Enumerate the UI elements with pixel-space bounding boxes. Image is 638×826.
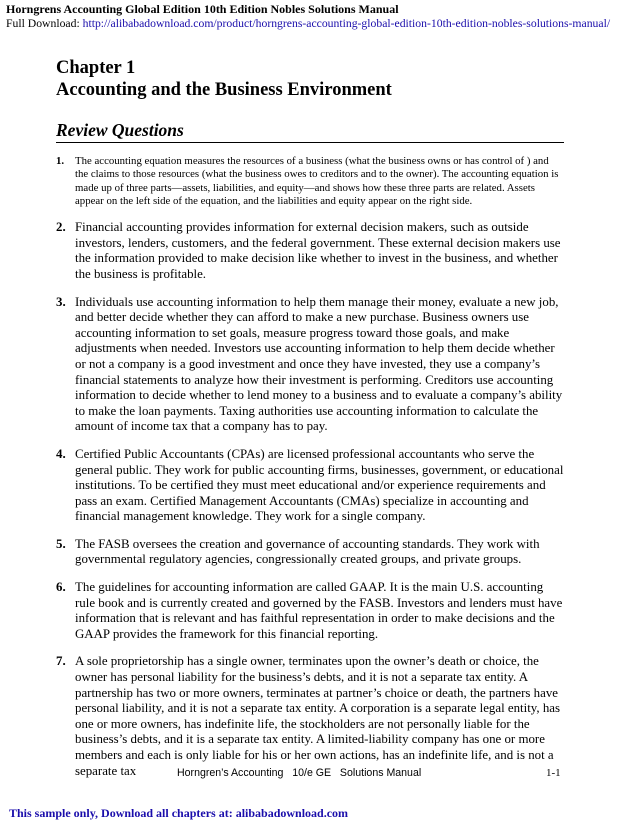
question-text: The FASB oversees the creation and governance of accounting standards. They work with governmental regulatory agencies, congressionally created groups, and private groups. [75, 536, 540, 567]
download-label: Full Download: [6, 17, 80, 30]
question-number: 2. [56, 220, 66, 235]
question-text: The guidelines for accounting information are called GAAP. It is the main U.S. accounting rule book and is currently created and governed by the FASB. Investors and lenders must have information that is relevant and has faithful representation in order to make decisions and the GAAP provides the framework for this financial reporting. [75, 580, 563, 641]
download-line [6, 17, 610, 31]
question-item [56, 295, 564, 435]
question-number: 3. [56, 294, 66, 309]
chapter-title: Accounting and the Business Environment [56, 80, 392, 100]
question-item [56, 654, 564, 779]
question-item [56, 447, 564, 525]
section-title: Review Questions [56, 120, 184, 140]
question-number: 1. [56, 155, 65, 167]
page-number: 1-1 [546, 767, 561, 779]
question-text: A sole proprietorship has a single owner, terminates upon the owner’s death or choice, the owner has personal liability for the business’s debts, and it is not a separate tax entity. A partnership has two or more owners, terminates at partner’s choice or death, the partners have personal liability, and it is not a separate tax entity. A corporation is a separate legal entity, has one or more owners, has indefinite life, the stockholders are not personally liable for the business’s debts, and it is a separate tax entity. A limited-liability company has one or more members and each is only liable for his or her own actions, has an indefinite life, and is not a separate tax [75, 654, 561, 778]
question-item [56, 537, 564, 568]
question-item [56, 580, 564, 642]
question-number: 4. [56, 446, 66, 461]
question-text: The accounting equation measures the resources of a business (what the business owns or has control of ) and the claims to those resources (what the business owes to creditors and to the owner). The accounting equation is made up of three parts—assets, liabilities, and equity—and shows how these three parts are related. Assets appear on the left side of the equation, and the liabilities and equity appear on the right side. [75, 155, 559, 207]
question-text: Individuals use accounting information to help them manage their money, evaluate a new job, and better decide whether they can afford to make a new purchase. Business owners use accounting information to set goals, measure progress toward those goals, and make adjustments when needed. Investors use accounting information to help them decide whether or not a company is a good investment and once they have invested, they use a company’s financial statements to analyze how their investment is performing. Creditors use accounting information to decide whether to lend money to a business and to evaluate a company’s ability to make the loan payments. Taxing authorities use accounting information to calculate the amount of income tax that a company has to pay. [75, 294, 563, 434]
question-text: Certified Public Accountants (CPAs) are licensed professional accountants who serve the general public. They work for public accounting firms, businesses, government, or educational institutions. To be certified they must meet educational and/or experience requirements and pass an exam. Certified Management Accountants (CMAs) specialize in accounting and financial management knowledge. They work for a single company. [75, 446, 564, 524]
question-text: Financial accounting provides information for external decision makers, such as outside investors, lenders, customers, and the federal government. These external decision makers use the information provided to make decision like whether to invest in the business, and whether the business is profitable. [75, 220, 561, 281]
question-number: 5. [56, 536, 66, 551]
question-item [56, 155, 564, 208]
review-questions-list [56, 155, 564, 791]
question-item [56, 220, 564, 282]
download-link[interactable]: http://alibabadownload.com/product/horngrens-accounting-global-edition-10th-edition-nobles-solutions-manual/ [82, 17, 611, 30]
document-header-title: Horngrens Accounting Global Edition 10th Edition Nobles Solutions Manual [6, 2, 399, 16]
question-number: 7. [56, 654, 66, 669]
section-heading-rule [56, 119, 564, 143]
chapter-label: Chapter 1 [56, 58, 136, 78]
sample-notice-link[interactable]: This sample only, Download all chapters at: alibabadownload.com [9, 806, 349, 820]
question-number: 6. [56, 580, 66, 595]
page-footer [0, 767, 638, 781]
footer-title: Horngren’s Accounting 10/e GE Solutions Manual [177, 767, 422, 779]
